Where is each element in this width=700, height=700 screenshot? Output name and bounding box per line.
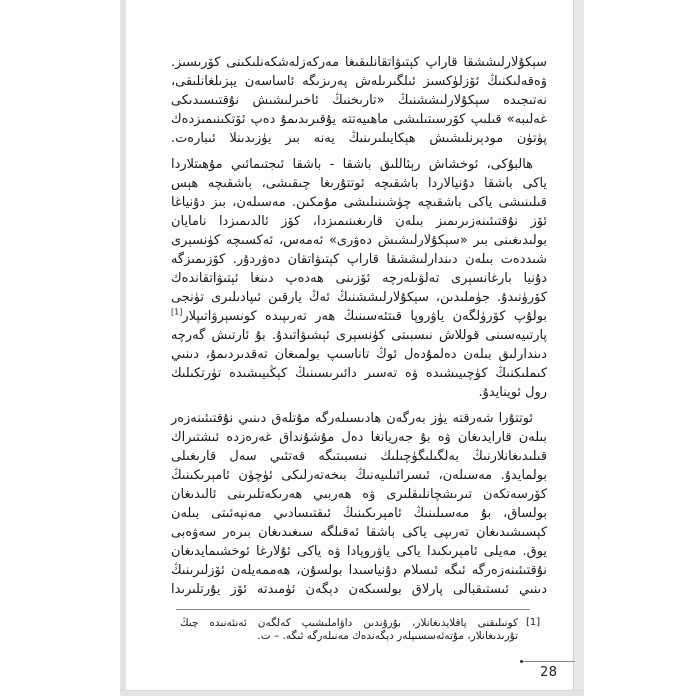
footnote-text-line: كونىلىقنى ياقلايدىغانلار، بۇرۇندىن داۋاملىشىپ كەلگەن ئەنئەنىدە چىڭ [180, 617, 518, 629]
footnote-separator [176, 609, 530, 610]
page-edge-right [573, 0, 584, 690]
text-line: بولمايدۇ. مەسىلەن، ئىسرائىلىيەنىڭ بىخەتەرلىكى ئۈچۈن ئامېرىكىنىڭ [171, 468, 547, 483]
text-line: بولىدىغىنى بىر «سېكۇلارلىشىش دەۋرى» ئەمەس، ئەكسىچە كۈنسېرى [171, 233, 547, 248]
text-line-content: بولۇپ كۆرۈلگەن ياۋروپا قىتئەسىنىڭ ھەر تەرىپىدە كونسېرۋاتىپلار [182, 309, 547, 324]
text-line: سېكۇلارلىششقا قاراپ كېتىۋاتقانلىقىغا مەركەزلەشكەنلىكىنى كۆرىسىز. [171, 55, 547, 70]
text-line: شىددەت بىلەن دىندارلىششقا قاراپ كېتىۋاتقان دەۋردۇر. كۆزىمىزگە [171, 252, 547, 267]
footnote-marker: [1] [526, 617, 541, 628]
book-page [120, 0, 584, 696]
footnote-text [180, 617, 518, 642]
page-edge-bottom [120, 690, 584, 696]
text-line: يوق. مەيلى ئامېرىكىدا ياكى ياۋروپادا ۋە ياكى ئۇلارغا ئوخشىمايدىغان [171, 544, 547, 559]
text-line: كۆرسەتكەن تىرىشچانلىقلىرى ۋە ھەربىي ھەرىكەتلىرىنى ئالىدىغان [171, 487, 547, 502]
text-line: رول ئوينايدۇ. [478, 385, 547, 400]
footnote-reference: [1] [171, 307, 183, 317]
text-line: ئۆز نۇقتىئىنەزىرىمىز بىلەن قارىغىنىمىزدا، كۆز ئالدىمىزدا نامايان [171, 214, 547, 229]
text-line: دىندارلىق بىلەن دەلمۇدەل ئوڭ تاناسىپ بولمىغان تەقدىردىمۇ، دىنىي [171, 347, 547, 362]
page-number-rule-dot [520, 660, 523, 663]
text-line: بولساق، بۇ مەسىلىنىڭ ئامېرىكىنىڭ ئىقتىسادىي مەنپەئىتى بىلەن [171, 506, 547, 521]
text-line [171, 307, 547, 326]
text-line: نەتىجىدە سېكۇلارلىششنىڭ «تارىخنىڭ ئاخىرلىشىش نۇقتىسىدىكى [171, 93, 547, 108]
text-line: قىلىدىغانلارنىڭ بەلگىلىگۈچىلىك نىسبىتىگە قەتئىي سەل قارىغىلى [171, 449, 547, 464]
text-line: ياكى باشقا دۇنيالاردا باشقىچە ئوتتۇرىغا چىقىشى، باشقىچە ھېس [171, 176, 547, 191]
paragraph [171, 53, 547, 148]
text-line: ۋەقەلىكنىڭ ئۆزلۈكسىز ئىلگىرىلەش پەرىزىگە ئاساسەن يېزىلغانلىقى، [171, 74, 547, 89]
text-line: كۆرۈنىدۇ. جۈملىدىن، سېكۇلارلىششنىڭ ئەڭ يارقىن ئىپادىلىرى تۈنجى [171, 290, 547, 305]
page-number-rule [521, 661, 575, 662]
text-line: كېسىشىدىغان تەرىپى ياكى باشقا ئەقىلگە سىغىدىغان بىرەر سەۋەبى [171, 525, 547, 540]
text-line: پارتىيەسىنى قوللاش نىسبىتى كۈنسېرى ئېشىۋاتىدۇ. بۇ ئارتىش گەرچە [171, 328, 547, 343]
text-line: دىنىي ئىستىقبالى پارلاق بولسىكەن دېگەن ئۈمىدتە ئۆز يۇرتلىرىدا [171, 582, 547, 597]
paragraph [171, 409, 547, 599]
text-line: قىلىنىشى ياكى باشقىچە چۈشىنىلىشى مۇمكىن. مەسىلەن، بىز دۇنياغا [171, 195, 547, 210]
text-line: ھالبۇكى، ئوخشاش رېئاللىق باشقا - باشقا ئىجتىمائىي مۇھىتلاردا [171, 157, 533, 172]
text-line: دۇنيا بارغانسېرى تەلۋىلەرچە ئۆزىنى ھەدەپ دىنغا ئېتىۋاتقاندەك [171, 271, 547, 286]
text-line: كىملىكنىڭ كۈچىيىشىدە ۋە تەسىر دائىرىسىنىڭ كېڭىيىشىدە تۈرتكىلىك [171, 366, 547, 381]
text-line: غەلىبە» قىلىپ كۆرسىتىلىشى ماھىيەتتە يۇقىرىدىمۇ دەپ ئۆتكىنىمىزدەك [171, 112, 547, 127]
footnote-text-line: تۇرىدىغانلار، مۇتەئەسسىپلەر دېگەندەك مەنىلەرگە ئىگە. – ت. [257, 629, 518, 642]
text-line: پۈتۈن مودېرنلىشىش ھېكايىلىرىنىڭ يەنە بىر يۈزىدىنلا ئىبارەت. [171, 131, 547, 146]
page-number: 28 [540, 665, 558, 680]
text-line: نۇقتىئىنەزەرگە ئىگە ئىسلام دۇنياسىدا بولسۇن، ھەممەيلەن ئۆزلىرىنىڭ [171, 563, 547, 578]
text-line: ئوتتۇرا شەرقتە يۈز بەرگەن ھادىسىلەرگە مۇتلەق دىنىي نۇقتىئىنەزەر [171, 411, 533, 426]
text-line: بىلەن قارايدىغان ۋە بۇ جەريانغا دەل مۇشۇنداق غەرەزدە ئىشتىراك [171, 430, 547, 445]
paragraph [171, 155, 547, 402]
body-text [171, 53, 547, 599]
